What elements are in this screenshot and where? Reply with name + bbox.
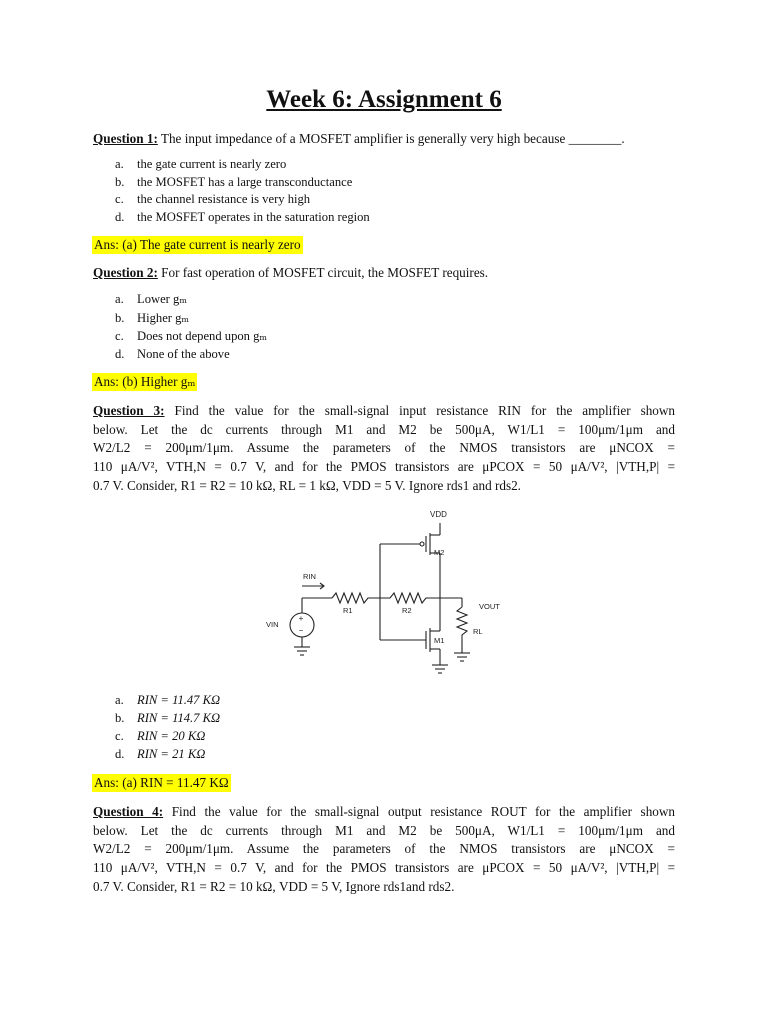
label-rl: RL: [473, 627, 483, 636]
question-1-text: The input impedance of a MOSFET amplifier is generally very high because ________.: [157, 131, 625, 146]
label-vin: VIN: [266, 620, 279, 629]
question-2-text: For fast operation of MOSFET circuit, the MOSFET requires.: [157, 265, 489, 280]
q3-line-1: Question 3: Find the value for the small-signal input resistance RIN for the amplifier shown: [93, 403, 676, 418]
q4-line-2: below. Let the dc currents through M1 and M2 be 500μA, W1/L1 = 100μm/1μm and: [93, 822, 675, 838]
page-title: Week 6: Assignment 6: [266, 86, 502, 113]
q4-line-5: 0.7 V. Consider, R1 = R2 = 10 kΩ, VDD = 5 V, Ignore rds1and rds2.: [93, 879, 455, 894]
q3-line-5: 0.7 V. Consider, R1 = R2 = 10 kΩ, RL = 1 kΩ, VDD = 5 V. Ignore rds1 and rds2.: [93, 478, 521, 493]
label-rin: RIN: [303, 572, 316, 581]
question-4-label: Question 4:: [93, 804, 164, 819]
question-1: [93, 130, 625, 148]
question-2: [93, 264, 488, 282]
question-3-label: Question 3:: [93, 403, 165, 418]
q3-line-3: W2/L2 = 200μm/1μm. Assume the parameters of the NMOS transistors are μNCOX =: [93, 440, 675, 455]
svg-text:−: −: [298, 626, 304, 635]
label-vout: VOUT: [479, 602, 500, 611]
label-r2: R2: [402, 606, 412, 615]
label-m2: M2: [434, 548, 445, 557]
q3-line-2: below. Let the dc currents through M1 and M2 be 500μA, W1/L1 = 100μm/1μm and: [93, 421, 675, 437]
amplifier-circuit-diagram: [260, 505, 510, 690]
question-1-label: Question 1:: [93, 131, 158, 146]
svg-text:+: +: [298, 614, 304, 623]
q2-answer: Ans: (b) Higher gₘ: [94, 374, 196, 389]
q4-line-3: W2/L2 = 200μm/1μm. Assume the parameters of the NMOS transistors are μNCOX =: [93, 841, 675, 856]
question-2-label: Question 2:: [93, 265, 158, 280]
label-m1: M1: [434, 636, 445, 645]
q3-answer: Ans: (a) RIN = 11.47 KΩ: [94, 775, 229, 790]
q4-line-4: 110 μA/V², VTH,N = 0.7 V, and for the PMOS transistors are μPCOX = 50 μA/V², |VTH,P| =: [93, 859, 675, 875]
q1-answer: Ans: (a) The gate current is nearly zero: [94, 237, 301, 252]
q3-line-4: 110 μA/V², VTH,N = 0.7 V, and for the PMOS transistors are μPCOX = 50 μA/V², |VTH,P| =: [93, 458, 675, 474]
label-vdd: VDD: [430, 510, 447, 519]
label-r1: R1: [343, 606, 353, 615]
assignment-page: Week 6: Assignment 6 Question 1: The input impedance of a MOSFET amplifier is generally very high because ________. a. the gate current is nearly zero b. the MOSFET has a large transconductance c. the channel resistance is very high d. the MOSFET operates in the saturation region Ans: (a) The gate current is nearly zero Question 2: For fast operation of MOSFET circuit, the MOSFET requires. a. Lower gₘ b. Higher gₘ c. Does not depend upon gₘ d. None of the above Ans: (b) Higher gₘ Question 3: Find the value for the small-signal input resistance RIN for the amplifier shown below. Let the dc currents through M1 and M2 be 500μA, W1/L1 = 100μm/1μm and W2/L2 = 200μm/1μm. Assume the parameters of the NMOS transistors are μNCOX = 110 μA/V², VTH,N = 0.7 V, and for the PMOS transistors are μPCOX = 50 μA/V², |VTH,P| = 0.7 V. Consider, R1 = R2 = 10 kΩ, RL = 1 kΩ, VDD = 5 V. Ignore rds1 and rds2. + − VDD M2 RIN R1 R2 VOUT RL VIN M1 a. RIN = 11.47 KΩ b. RIN = 114.7 KΩ c. RIN = 20 KΩ d. RIN = 21 KΩ Ans: (a) RIN = 11.47 KΩ Question 4: Find the value for the small-signal output resistance ROUT for the amplifier shown below. Let the dc currents through M1 and M2 be 500μA, W1/L1 = 100μm/1μm and W2/L2 = 200μm/1μm. Assume the parameters of the NMOS transistors are μNCOX = 110 μA/V², VTH,N = 0.7 V, and for the PMOS transistors are μPCOX = 50 μA/V², |VTH,P| = 0.7 V. Consider, R1 = R2 = 10 kΩ, VDD = 5 V, Ignore rds1and rds2.: [0, 0, 768, 1024]
q4-line-1: Question 4: Find the value for the small-signal output resistance ROUT for the amplifier shown: [93, 804, 675, 819]
